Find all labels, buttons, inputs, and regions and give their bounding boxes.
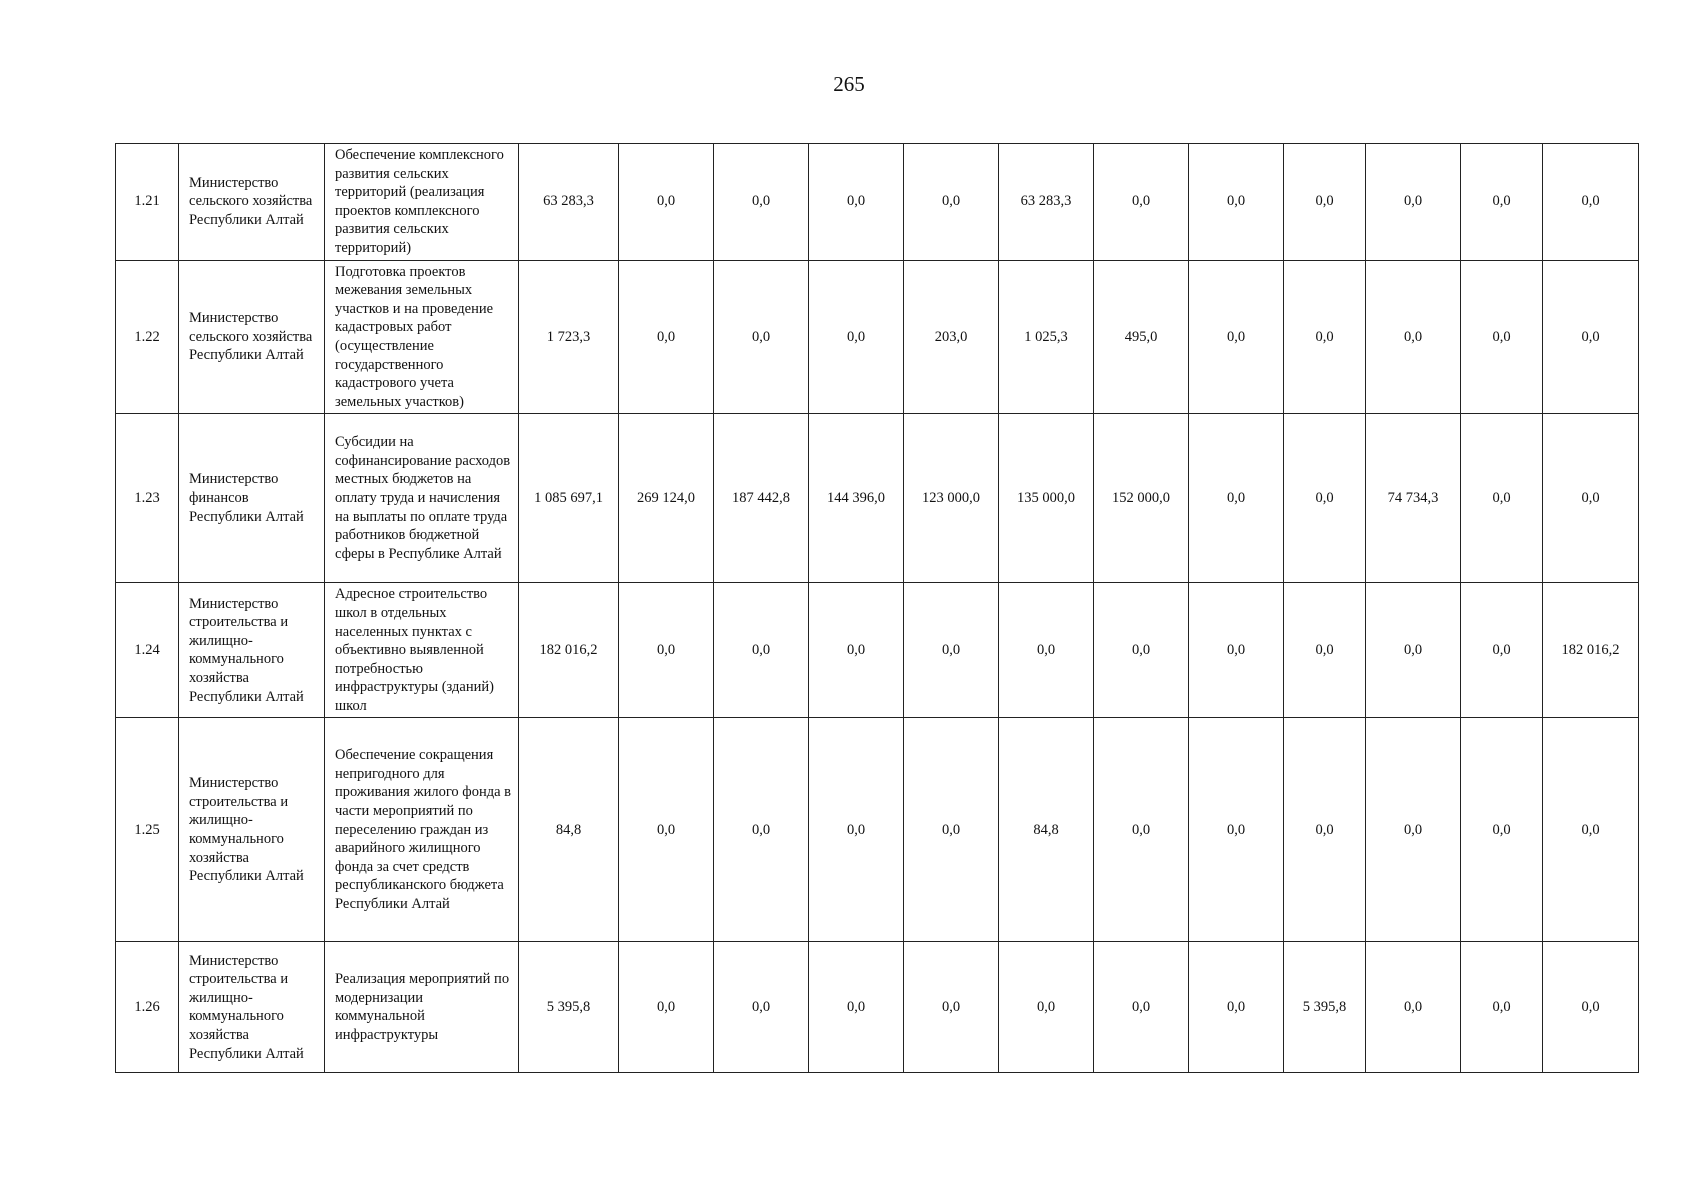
table-row	[116, 260, 1639, 414]
value-cell: 0,0	[1461, 144, 1543, 261]
value-cell: 0,0	[904, 144, 999, 261]
value-cell: 0,0	[1284, 144, 1366, 261]
row-number-cell: 1.22	[116, 260, 179, 414]
description-cell: Обеспечение комплексного развития сельских территорий (реализация проектов комплексного развития сельских территорий)	[325, 144, 519, 261]
value-cell: 84,8	[999, 718, 1094, 942]
value-cell: 0,0	[1366, 260, 1461, 414]
value-cell: 182 016,2	[519, 583, 619, 718]
row-number-cell: 1.26	[116, 942, 179, 1073]
value-cell: 0,0	[999, 583, 1094, 718]
value-cell: 0,0	[1543, 414, 1639, 583]
description-cell: Адресное строительство школ в отдельных населенных пунктах с объективно выявленной потребностью инфраструктуры (зданий) школ	[325, 583, 519, 718]
value-cell: 135 000,0	[999, 414, 1094, 583]
value-cell: 0,0	[1461, 942, 1543, 1073]
value-cell: 0,0	[809, 718, 904, 942]
value-cell: 0,0	[1189, 583, 1284, 718]
value-cell: 144 396,0	[809, 414, 904, 583]
value-cell: 0,0	[1284, 718, 1366, 942]
value-cell: 123 000,0	[904, 414, 999, 583]
value-cell: 0,0	[1284, 583, 1366, 718]
description-cell: Субсидии на софинансирование расходов местных бюджетов на оплату труда и начисления на выплаты по оплате труда работников бюджетной сферы в Республике Алтай	[325, 414, 519, 583]
value-cell: 0,0	[809, 260, 904, 414]
value-cell: 0,0	[714, 718, 809, 942]
value-cell: 0,0	[1189, 260, 1284, 414]
agency-cell: Министерство строительства и жилищно-коммунального хозяйства Республики Алтай	[179, 942, 325, 1073]
value-cell: 0,0	[999, 942, 1094, 1073]
row-number-cell: 1.25	[116, 718, 179, 942]
agency-cell: Министерство строительства и жилищно-коммунального хозяйства Республики Алтай	[179, 718, 325, 942]
description-cell: Подготовка проектов межевания земельных участков и на проведение кадастровых работ (осуществление государственного кадастрового учета земельных участков)	[325, 260, 519, 414]
value-cell: 0,0	[619, 583, 714, 718]
value-cell: 0,0	[1189, 718, 1284, 942]
value-cell: 74 734,3	[1366, 414, 1461, 583]
value-cell: 0,0	[714, 942, 809, 1073]
value-cell: 5 395,8	[519, 942, 619, 1073]
value-cell: 0,0	[1366, 583, 1461, 718]
value-cell: 495,0	[1094, 260, 1189, 414]
value-cell: 0,0	[904, 718, 999, 942]
value-cell: 0,0	[1543, 718, 1639, 942]
page-number: 265	[833, 72, 865, 96]
value-cell: 0,0	[1543, 144, 1639, 261]
value-cell: 1 025,3	[999, 260, 1094, 414]
agency-cell: Министерство финансов Республики Алтай	[179, 414, 325, 583]
value-cell: 0,0	[1461, 718, 1543, 942]
value-cell: 0,0	[1366, 942, 1461, 1073]
value-cell: 0,0	[1461, 583, 1543, 718]
value-cell: 0,0	[1189, 144, 1284, 261]
budget-table	[115, 143, 1639, 1073]
table-row	[116, 942, 1639, 1073]
agency-cell: Министерство сельского хозяйства Республики Алтай	[179, 144, 325, 261]
row-number-cell: 1.23	[116, 414, 179, 583]
value-cell: 0,0	[1366, 718, 1461, 942]
description-cell: Обеспечение сокращения непригодного для проживания жилого фонда в части мероприятий по переселению граждан из аварийного жилищного фонда за счет средств республиканского бюджета Республики Алтай	[325, 718, 519, 942]
value-cell: 0,0	[809, 942, 904, 1073]
value-cell: 0,0	[1284, 414, 1366, 583]
value-cell: 0,0	[619, 260, 714, 414]
value-cell: 63 283,3	[999, 144, 1094, 261]
value-cell: 0,0	[619, 942, 714, 1073]
value-cell: 0,0	[714, 583, 809, 718]
value-cell: 84,8	[519, 718, 619, 942]
value-cell: 63 283,3	[519, 144, 619, 261]
value-cell: 0,0	[1189, 414, 1284, 583]
value-cell: 203,0	[904, 260, 999, 414]
value-cell: 0,0	[1094, 718, 1189, 942]
value-cell: 0,0	[809, 583, 904, 718]
value-cell: 0,0	[904, 583, 999, 718]
value-cell: 0,0	[1543, 942, 1639, 1073]
value-cell: 0,0	[1461, 260, 1543, 414]
value-cell: 0,0	[714, 260, 809, 414]
value-cell: 0,0	[619, 144, 714, 261]
table-row	[116, 718, 1639, 942]
value-cell: 0,0	[619, 718, 714, 942]
value-cell: 0,0	[1189, 942, 1284, 1073]
value-cell: 5 395,8	[1284, 942, 1366, 1073]
value-cell: 269 124,0	[619, 414, 714, 583]
value-cell: 0,0	[1284, 260, 1366, 414]
value-cell: 0,0	[1461, 414, 1543, 583]
row-number-cell: 1.24	[116, 583, 179, 718]
value-cell: 0,0	[1543, 260, 1639, 414]
value-cell: 1 085 697,1	[519, 414, 619, 583]
row-number-cell: 1.21	[116, 144, 179, 261]
table-row	[116, 144, 1639, 261]
value-cell: 0,0	[1094, 583, 1189, 718]
table-row	[116, 583, 1639, 718]
value-cell: 182 016,2	[1543, 583, 1639, 718]
value-cell: 0,0	[1094, 144, 1189, 261]
value-cell: 0,0	[809, 144, 904, 261]
value-cell: 1 723,3	[519, 260, 619, 414]
agency-cell: Министерство строительства и жилищно-коммунального хозяйства Республики Алтай	[179, 583, 325, 718]
agency-cell: Министерство сельского хозяйства Республики Алтай	[179, 260, 325, 414]
value-cell: 0,0	[1366, 144, 1461, 261]
value-cell: 0,0	[714, 144, 809, 261]
value-cell: 187 442,8	[714, 414, 809, 583]
description-cell: Реализация мероприятий по модернизации коммунальной инфраструктуры	[325, 942, 519, 1073]
value-cell: 0,0	[1094, 942, 1189, 1073]
table-row	[116, 414, 1639, 583]
value-cell: 0,0	[904, 942, 999, 1073]
value-cell: 152 000,0	[1094, 414, 1189, 583]
